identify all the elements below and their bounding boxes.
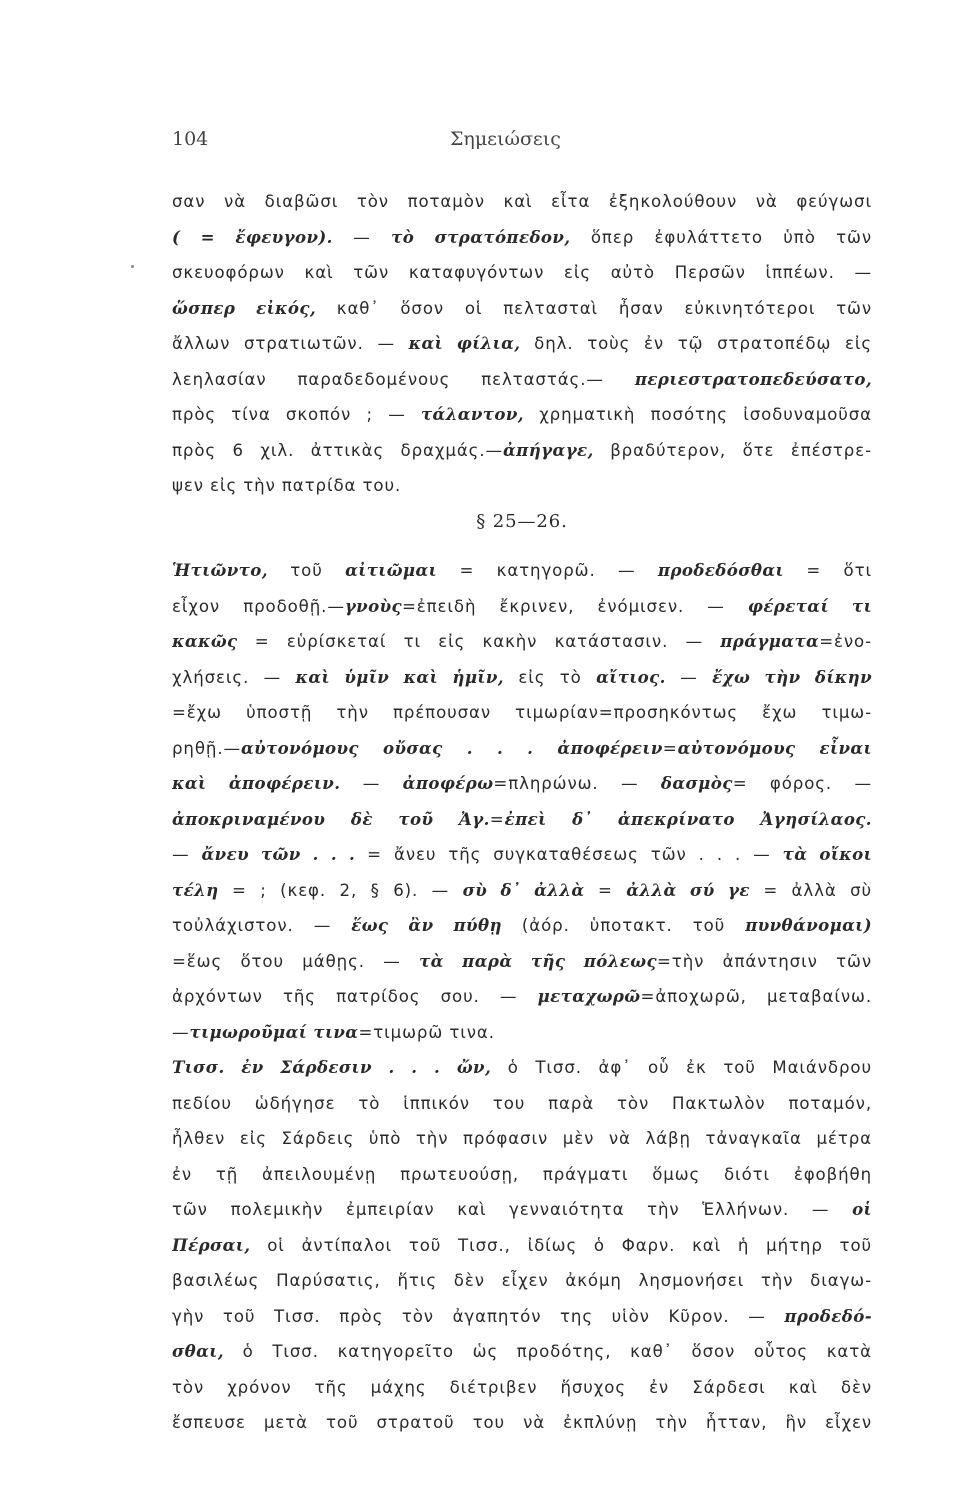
lemma-term: Πέρσαι, xyxy=(172,1234,251,1255)
text-line xyxy=(172,255,872,291)
text-line xyxy=(172,731,872,767)
text-run: χλήσεις. — xyxy=(172,667,296,687)
text-run: ἄλλων στρατιωτῶν. — xyxy=(172,334,409,353)
text-run: τῶν πολεμικὴν ἐμπειρίαν καὶ γενναιότητα τὴν Ἑλλήνων. — xyxy=(172,1200,853,1219)
text-run: σαν νὰ διαβῶσι τὸν ποταμὸν καὶ εἶτα ἐξηκολούθουν νὰ φεύγωσι xyxy=(172,192,872,211)
lemma-term: καὶ ἀποφέρειν. xyxy=(172,773,341,793)
text-run: § 25—26. xyxy=(476,510,568,532)
lemma-term: ὥσπερ εἰκός, xyxy=(172,297,316,318)
text-run: δηλ. τοὺς ἐν τῷ στρατοπέδῳ εἰς xyxy=(520,334,872,353)
page-number: 104 xyxy=(172,128,209,150)
margin-dot xyxy=(131,265,134,268)
text-run: = xyxy=(489,809,505,829)
text-run: = κατηγορῶ. — xyxy=(437,561,658,580)
text-run: =ἔχω ὑποστῇ τὴν πρέπουσαν τιμωρίαν=προσηκόντως ἔχω τιμω- xyxy=(172,703,872,722)
text-line xyxy=(172,326,872,362)
lemma-term: περιεστρατοπεδεύσατο, xyxy=(634,368,872,389)
commentary-text xyxy=(172,184,872,1441)
lemma-term: τάλαντον, xyxy=(420,404,524,424)
lemma-term: αὐτονόμους οὔσας . . . ἀποφέρειν xyxy=(241,737,663,758)
text-line xyxy=(172,1334,872,1370)
text-run: = ἄνευ τῆς συγκαταθέσεως τῶν . . . — xyxy=(355,845,783,864)
lemma-term: αἰτιῶμαι xyxy=(345,560,438,580)
text-line xyxy=(172,468,872,504)
text-line xyxy=(172,1405,872,1441)
text-line xyxy=(172,220,872,256)
text-run: ἐν τῇ ἀπειλουμένῃ πρωτευούσῃ, πράγματι ὅμως διότι ἐφοβήθη xyxy=(172,1164,872,1184)
text-run: — xyxy=(172,845,202,864)
text-line xyxy=(172,1121,872,1157)
text-run: — xyxy=(172,1022,190,1042)
text-run: — xyxy=(340,774,403,793)
text-line xyxy=(172,1015,872,1051)
text-line xyxy=(172,291,872,327)
text-run: πεδίου ὡδήγησε τὸ ἱππικόν του παρὰ τὸν Πακτωλὸν ποταμόν, xyxy=(172,1093,872,1113)
lemma-term: ἀποφέρω xyxy=(402,773,494,793)
text-line xyxy=(172,873,872,909)
section-heading xyxy=(172,504,872,540)
lemma-term: Ἡτιῶντο, xyxy=(172,560,268,580)
text-run: = xyxy=(662,738,678,758)
text-line xyxy=(172,624,872,660)
text-line xyxy=(172,1370,872,1406)
lemma-term: καὶ ὑμῖν καὶ ἡμῖν, xyxy=(295,666,504,687)
text-run: = ὅτι xyxy=(783,561,872,580)
page-header xyxy=(172,128,872,162)
text-line xyxy=(172,1157,872,1193)
text-run: =ἐπειδὴ ἔκρινεν, ἐνόμισεν. — xyxy=(401,596,748,616)
lemma-term: τὰ οἴκοι xyxy=(782,844,872,864)
text-line xyxy=(172,837,872,873)
text-run: πρὸς 6 χιλ. ἀττικὰς δραχμάς.— xyxy=(172,440,503,460)
running-title: Σημειώσεις xyxy=(450,128,561,150)
text-run: ἀρχόντων τῆς πατρίδος σου. — xyxy=(172,987,538,1006)
text-line xyxy=(172,1299,872,1335)
lemma-term: Τισσ. ἐν Σάρδεσιν . . . ὤν, xyxy=(172,1057,492,1077)
text-run: = εὑρίσκεταί τι εἰς κακὴν κατάστασιν. — xyxy=(237,632,721,651)
text-run: =ἀποχωρῶ, μεταβαίνω. xyxy=(640,987,872,1006)
text-line xyxy=(172,1086,872,1122)
lemma-term: αἴτιος. xyxy=(596,666,666,687)
text-line xyxy=(172,660,872,696)
text-run: τοῦ xyxy=(267,561,346,580)
text-line xyxy=(172,362,872,398)
text-run: οἱ ἀντίπαλοι τοῦ Τισσ., ἰδίως ὁ Φαρν. καὶ ἡ μήτηρ τοῦ xyxy=(250,1235,872,1255)
text-run: εἰς τὸ xyxy=(503,667,597,687)
lemma-term: πυνθάνομαι) xyxy=(745,915,872,935)
text-run: ρηθῇ.— xyxy=(172,738,241,758)
text-line xyxy=(172,908,872,944)
lemma-term: ἐπεὶ δ᾽ ἀπεκρίνατο Ἀγησίλαος. xyxy=(504,808,872,829)
lemma-term: τὰ παρὰ τῆς πόλεως xyxy=(419,950,657,971)
lemma-term: καὶ φίλια, xyxy=(408,333,521,353)
lemma-term: τὸ στρατόπεδον, xyxy=(391,226,571,247)
text-run: =ἕως ὅτου μάθῃς. — xyxy=(172,951,420,971)
text-run: — xyxy=(332,227,392,247)
text-run: βασιλέως Παρύσατις, ἥτις δὲν εἶχεν ἀκόμη λησμονήσει τὴν διαγω- xyxy=(172,1271,872,1290)
lemma-term: ἕως ἂν πύθῃ xyxy=(351,915,502,935)
text-line xyxy=(172,1263,872,1299)
text-line xyxy=(172,397,872,433)
lemma-term: δασμὸς xyxy=(660,773,733,793)
text-line xyxy=(172,589,872,625)
text-run: ὁ Τισσ. ἀφ᾽ οὗ ἐκ τοῦ Μαιάνδρου xyxy=(491,1058,872,1077)
lemma-term: γνοὺς xyxy=(344,595,402,616)
text-line xyxy=(172,1192,872,1228)
text-run: ἔσπευσε μετὰ τοῦ στρατοῦ του νὰ ἐκπλύνῃ τὴν ἧτταν, ἣν εἶχεν xyxy=(172,1413,872,1432)
text-run: πρὸς τίνα σκοπόν ; — xyxy=(172,405,421,424)
text-run: (ἀόρ. ὑποτακτ. τοῦ xyxy=(501,916,746,935)
text-run: = ἀλλὰ σὺ xyxy=(749,880,872,900)
text-run: εἶχον προδοθῇ.— xyxy=(172,596,345,616)
text-run: = xyxy=(584,880,627,900)
text-line xyxy=(172,979,872,1015)
text-line xyxy=(172,184,872,220)
paragraph-gap xyxy=(172,539,872,553)
lemma-term: προδεδόσθαι xyxy=(657,560,784,580)
lemma-term: ἔχω τὴν δίκην xyxy=(712,666,872,687)
text-line xyxy=(172,553,872,589)
text-run: ὅπερ ἐφυλάττετο ὑπὸ τῶν xyxy=(570,227,872,247)
lemma-term: ( xyxy=(172,226,201,247)
text-line xyxy=(172,1228,872,1264)
text-line xyxy=(172,1050,872,1086)
text-run: βραδύτερον, ὅτε ἐπέστρε- xyxy=(593,440,872,460)
lemma-term: τέλη xyxy=(172,879,219,900)
text-run: σκευοφόρων καὶ τῶν καταφυγόντων εἰς αὐτὸ Περσῶν ἱππέων. — xyxy=(172,263,872,282)
text-line xyxy=(172,695,872,731)
text-run: λεηλασίαν παραδεδομένους πελταστάς.— xyxy=(172,369,635,389)
lemma-term: σὺ δ᾽ ἀλλὰ xyxy=(462,879,585,900)
text-run: ἦλθεν εἰς Σάρδεις ὑπὸ τὴν πρόφασιν μὲν νὰ λάβῃ τἀναγκαῖα μέτρα xyxy=(172,1129,872,1148)
text-run: τὸν χρόνον τῆς μάχης διέτριβεν ἥσυχος ἐν Σάρδεσι καὶ δὲν xyxy=(172,1377,872,1397)
text-run: ψεν εἰς τὴν πατρίδα του. xyxy=(172,476,402,495)
text-run: χρηματικὴ ποσότης ἰσοδυναμοῦσα xyxy=(523,405,872,424)
lemma-term: τιμωροῦμαί τινα xyxy=(189,1021,359,1042)
text-line xyxy=(172,433,872,469)
text-run: = φόρος. — xyxy=(732,774,872,793)
lemma-term: ἄνευ τῶν . . . xyxy=(201,844,356,864)
lemma-term: = ἔφευγον). xyxy=(200,226,333,247)
lemma-term: κακῶς xyxy=(172,631,238,651)
lemma-term: ἀπήγαγε, xyxy=(502,439,594,460)
text-run: =τιμωρῶ τινα. xyxy=(358,1022,495,1042)
lemma-term: οἱ xyxy=(852,1199,872,1219)
lemma-term: ἀποκριναμένου δὲ τοῦ Ἀγ. xyxy=(172,808,490,829)
text-run: ὁ Τισσ. κατηγορεῖτο ὡς προδότης, καθ᾽ ὅσον οὗτος κατὰ xyxy=(223,1342,872,1361)
text-run: καθ᾽ ὅσον οἱ πελτασταὶ ἦσαν εὐκινητότεροι τῶν xyxy=(316,298,872,318)
text-run: =πληρώνω. — xyxy=(493,774,661,793)
text-run: = ; (κεφ. 2, § 6). — xyxy=(218,880,463,900)
text-run: =τὴν ἀπάντησιν τῶν xyxy=(657,951,872,971)
lemma-term: σθαι, xyxy=(172,1341,224,1361)
text-run: — xyxy=(665,667,713,687)
lemma-term: μεταχωρῶ xyxy=(537,986,641,1006)
lemma-term: πράγματα xyxy=(720,631,820,651)
text-line xyxy=(172,944,872,980)
lemma-term: ἀλλὰ σύ γε xyxy=(626,879,750,900)
text-line xyxy=(172,766,872,802)
text-line xyxy=(172,802,872,838)
text-run: τοὐλάχιστον. — xyxy=(172,916,352,935)
lemma-term: προδεδό- xyxy=(784,1305,872,1326)
lemma-term: αὐτονόμους εἶναι xyxy=(677,737,872,758)
text-run: =ἐνο- xyxy=(819,632,872,651)
text-run: γὴν τοῦ Τισσ. πρὸς τὸν ἀγαπητόν της υἱὸν Κῦρον. — xyxy=(172,1306,785,1326)
lemma-term: φέρεταί τι xyxy=(747,595,872,616)
